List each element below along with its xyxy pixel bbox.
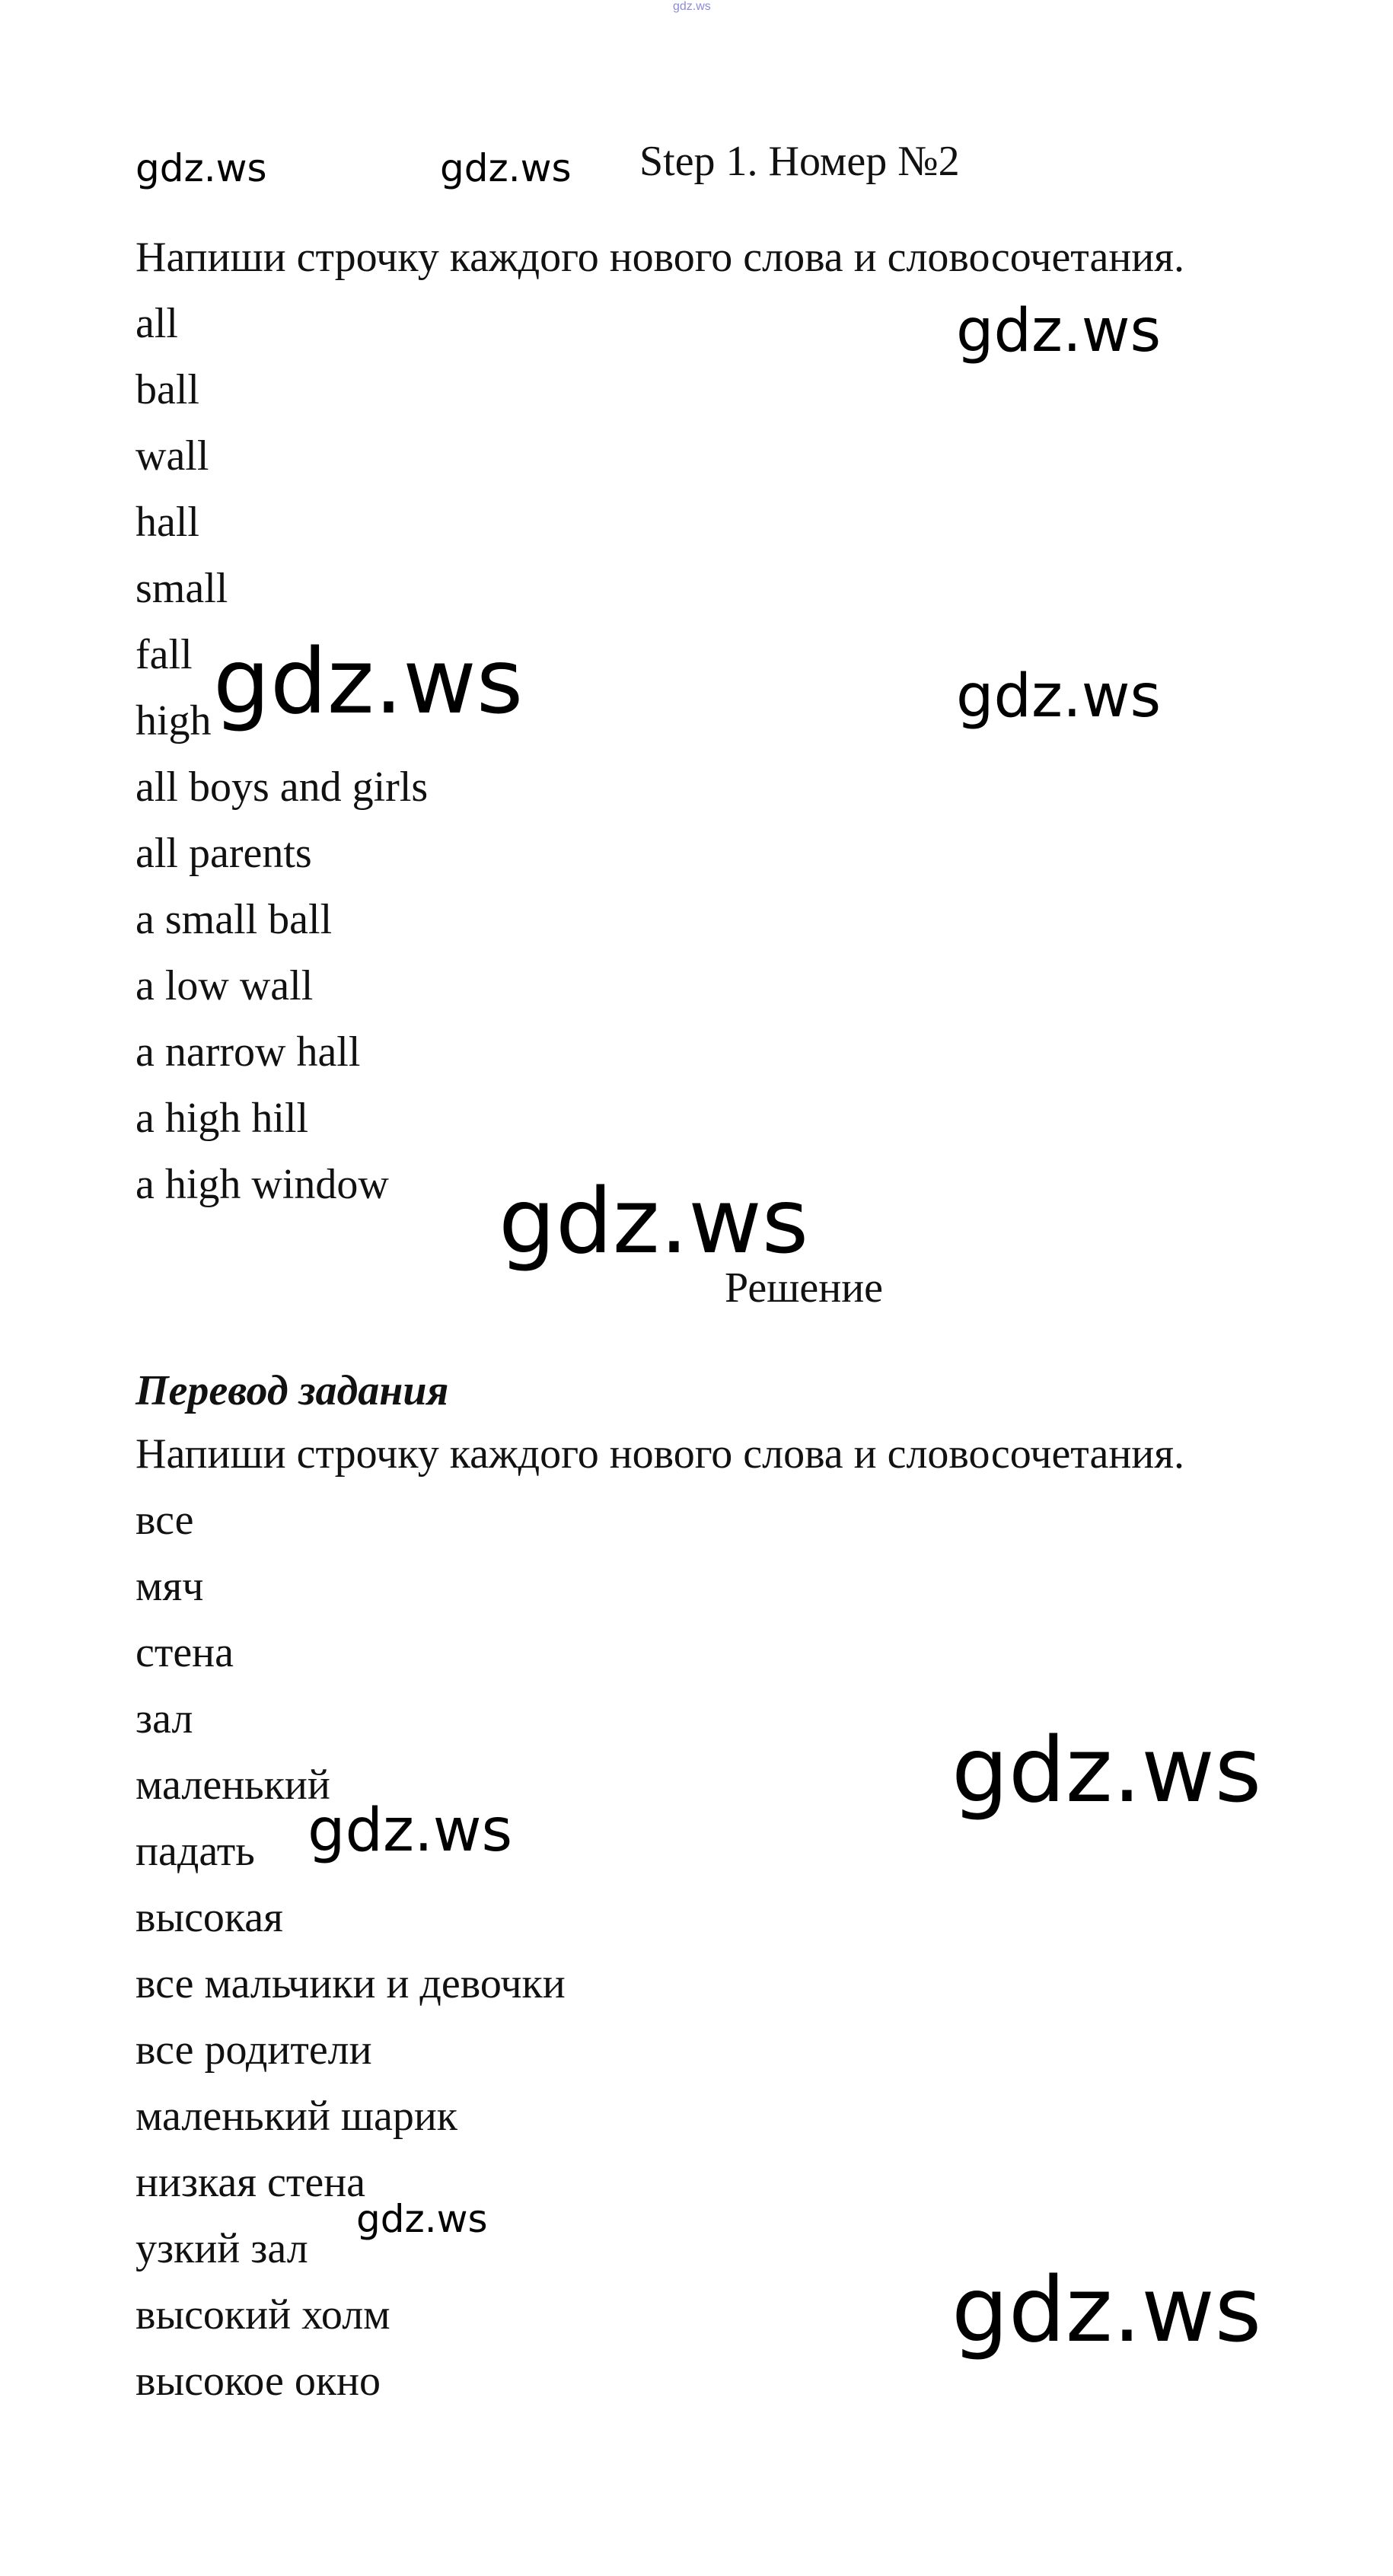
- solution-word: зал: [135, 1695, 193, 1742]
- solution-instruction: Напиши строчку каждого нового слова и словосочетания.: [135, 1430, 1185, 1478]
- solution-word: все мальчики и девочки: [135, 1960, 566, 2007]
- task-word: a narrow hall: [135, 1028, 361, 1076]
- watermark: gdz.ws: [308, 1797, 513, 1865]
- solution-word: низкая стена: [135, 2159, 366, 2206]
- watermark: gdz.ws: [499, 1168, 809, 1274]
- solution-word: мяч: [135, 1563, 204, 1610]
- solution-word: маленький шарик: [135, 2093, 458, 2140]
- task-word: all parents: [135, 830, 312, 877]
- task-word: a high hill: [135, 1095, 309, 1142]
- page-title: Step 1. Номер №2: [639, 138, 960, 185]
- task-word: hall: [135, 499, 199, 546]
- task-word: all: [135, 300, 178, 347]
- solution-word: все родители: [135, 2026, 372, 2074]
- task-word: fall: [135, 631, 193, 678]
- watermark: gdz.ws: [135, 146, 267, 190]
- watermark: gdz.ws: [440, 146, 572, 190]
- solution-word: маленький: [135, 1761, 330, 1809]
- watermark: gdz.ws: [952, 2257, 1262, 2362]
- task-word: ball: [135, 366, 199, 413]
- section-title: Перевод задания: [135, 1367, 449, 1414]
- solution-word: узкий зал: [135, 2225, 308, 2272]
- solution-word: высокое окно: [135, 2358, 381, 2405]
- task-word: high: [135, 697, 212, 744]
- solution-word: все: [135, 1497, 194, 1544]
- task-word: a high window: [135, 1161, 389, 1208]
- solution-word: высокий холм: [135, 2291, 390, 2338]
- task-instruction: Напиши строчку каждого нового слова и словосочетания.: [135, 234, 1185, 281]
- task-word: a low wall: [135, 962, 314, 1009]
- task-word: wall: [135, 432, 209, 480]
- watermark: gdz.ws: [956, 662, 1162, 731]
- watermark: gdz.ws: [952, 1717, 1262, 1822]
- watermark: gdz.ws: [956, 297, 1162, 365]
- solution-word: стена: [135, 1629, 234, 1676]
- watermark: gdz.ws: [356, 2197, 488, 2241]
- watermark: gdz.ws: [213, 629, 524, 734]
- solution-label: Решение: [725, 1264, 884, 1312]
- solution-word: падать: [135, 1828, 255, 1875]
- solution-word: высокая: [135, 1894, 283, 1941]
- task-word: a small ball: [135, 896, 333, 943]
- header-watermark: gdz.ws: [673, 0, 711, 13]
- task-word: all boys and girls: [135, 764, 429, 811]
- task-word: small: [135, 565, 228, 612]
